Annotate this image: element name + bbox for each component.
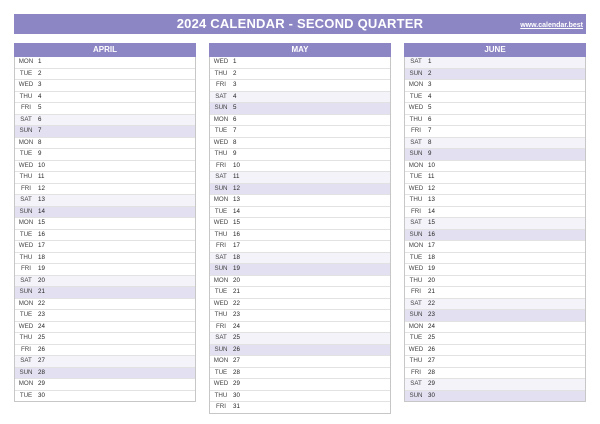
day-row [210, 356, 390, 368]
day-number: 12 [233, 184, 240, 192]
day-row [210, 299, 390, 311]
day-of-week: SAT [410, 219, 422, 226]
day-of-week: MON [213, 276, 229, 284]
day-number: 10 [38, 161, 45, 169]
day-number: 5 [233, 104, 237, 111]
day-row [210, 287, 390, 299]
day-row [405, 57, 585, 69]
day-number: 16 [38, 230, 45, 238]
day-row [15, 80, 195, 92]
day-of-week: WED [408, 265, 424, 272]
day-number: 3 [428, 81, 432, 88]
day-number: 11 [38, 173, 45, 180]
day-of-week: WED [408, 104, 424, 111]
day-number: 31 [233, 403, 240, 410]
day-row [405, 379, 585, 391]
day-row [405, 161, 585, 173]
day-number: 18 [38, 253, 45, 261]
day-number: 28 [233, 368, 240, 376]
day-number: 27 [233, 357, 240, 364]
day-of-week: MON [408, 161, 424, 169]
day-list [404, 57, 586, 402]
day-row [15, 195, 195, 207]
day-row [405, 322, 585, 334]
day-number: 20 [38, 276, 45, 284]
month-header: APRIL [14, 43, 196, 57]
day-number: 21 [233, 288, 240, 295]
day-number: 5 [38, 104, 42, 111]
day-of-week: MON [408, 81, 424, 88]
day-number: 4 [233, 92, 237, 100]
day-number: 15 [428, 219, 435, 226]
day-of-week: SAT [410, 138, 422, 146]
day-of-week: WED [408, 345, 424, 353]
day-list [209, 57, 391, 414]
day-of-week: FRI [411, 288, 421, 295]
day-row [210, 69, 390, 81]
day-row [210, 322, 390, 334]
day-number: 1 [233, 58, 237, 65]
day-number: 16 [428, 230, 435, 238]
day-row [210, 115, 390, 127]
day-number: 24 [38, 322, 45, 330]
day-of-week: THU [214, 69, 228, 77]
day-of-week: SAT [20, 357, 32, 364]
day-number: 26 [38, 345, 45, 353]
day-of-week: THU [409, 196, 423, 203]
day-of-week: FRI [216, 161, 226, 169]
day-row [15, 126, 195, 138]
day-of-week: MON [213, 357, 229, 364]
day-row [210, 207, 390, 219]
day-row [405, 172, 585, 184]
day-number: 26 [233, 345, 240, 353]
day-of-week: THU [409, 276, 423, 284]
day-of-week: SAT [410, 299, 422, 307]
day-of-week: FRI [216, 403, 226, 410]
day-row [405, 126, 585, 138]
day-of-week: SAT [20, 276, 32, 284]
day-row [210, 57, 390, 69]
day-row [405, 333, 585, 345]
day-of-week: MON [408, 242, 424, 249]
day-row [15, 57, 195, 69]
day-row [405, 115, 585, 127]
day-of-week: MON [213, 115, 229, 123]
day-number: 17 [428, 242, 435, 249]
day-number: 14 [38, 207, 45, 215]
site-link[interactable]: www.calendar.best [520, 22, 583, 29]
day-number: 17 [233, 242, 240, 249]
day-row [405, 230, 585, 242]
day-of-week: WED [408, 184, 424, 192]
day-of-week: MON [18, 299, 34, 307]
day-of-week: THU [214, 230, 228, 238]
day-of-week: SUN [409, 311, 423, 318]
day-of-week: SUN [214, 345, 228, 353]
day-of-week: WED [213, 299, 229, 307]
day-number: 21 [38, 288, 45, 295]
day-row [15, 391, 195, 402]
day-number: 22 [38, 299, 45, 307]
day-number: 15 [233, 219, 240, 226]
day-row [405, 287, 585, 299]
day-row [405, 310, 585, 322]
day-row [15, 322, 195, 334]
day-of-week: THU [19, 334, 33, 341]
day-of-week: WED [18, 322, 34, 330]
day-row [405, 138, 585, 150]
day-of-week: TUE [409, 253, 423, 261]
day-row [210, 230, 390, 242]
day-row [210, 345, 390, 357]
day-number: 3 [38, 81, 42, 88]
day-row [210, 103, 390, 115]
day-of-week: SAT [215, 253, 227, 261]
day-number: 1 [428, 58, 432, 65]
day-row [210, 310, 390, 322]
day-row [210, 218, 390, 230]
day-of-week: SUN [214, 184, 228, 192]
day-row [210, 402, 390, 413]
day-number: 18 [428, 253, 435, 261]
day-of-week: SUN [214, 265, 228, 272]
day-row [405, 195, 585, 207]
day-row [15, 368, 195, 380]
day-row [210, 264, 390, 276]
day-row [405, 80, 585, 92]
day-row [15, 161, 195, 173]
day-number: 13 [428, 196, 435, 203]
day-of-week: MON [213, 196, 229, 203]
day-number: 28 [428, 368, 435, 376]
day-number: 24 [233, 322, 240, 330]
day-number: 24 [428, 322, 435, 330]
day-number: 4 [38, 92, 42, 100]
day-row [405, 241, 585, 253]
day-row [405, 368, 585, 380]
day-of-week: TUE [19, 69, 33, 77]
day-row [210, 195, 390, 207]
day-number: 28 [38, 368, 45, 376]
day-of-week: FRI [21, 345, 31, 353]
day-number: 19 [428, 265, 435, 272]
day-number: 19 [38, 265, 45, 272]
day-row [405, 299, 585, 311]
day-of-week: FRI [216, 81, 226, 88]
day-of-week: FRI [21, 184, 31, 192]
day-row [210, 161, 390, 173]
day-row [405, 207, 585, 219]
day-row [210, 172, 390, 184]
month-header: MAY [209, 43, 391, 57]
day-number: 21 [428, 288, 435, 295]
day-of-week: MON [408, 322, 424, 330]
day-number: 22 [233, 299, 240, 307]
day-of-week: SUN [19, 127, 33, 134]
month-april [14, 43, 196, 402]
day-of-week: WED [213, 138, 229, 146]
day-number: 6 [38, 115, 42, 123]
day-row [405, 356, 585, 368]
day-number: 9 [38, 150, 42, 157]
day-of-week: TUE [409, 334, 423, 341]
day-row [210, 92, 390, 104]
day-row [405, 218, 585, 230]
day-number: 16 [233, 230, 240, 238]
day-of-week: FRI [411, 207, 421, 215]
day-row [210, 333, 390, 345]
day-number: 13 [38, 196, 45, 203]
day-number: 10 [428, 161, 435, 169]
day-of-week: WED [213, 58, 229, 65]
day-row [15, 276, 195, 288]
day-of-week: SAT [20, 196, 32, 203]
day-row [405, 276, 585, 288]
day-of-week: WED [213, 219, 229, 226]
day-number: 12 [428, 184, 435, 192]
day-number: 9 [428, 150, 432, 157]
day-of-week: WED [213, 380, 229, 387]
day-row [405, 391, 585, 402]
day-of-week: SAT [410, 380, 422, 387]
day-of-week: SAT [215, 92, 227, 100]
day-number: 5 [428, 104, 432, 111]
day-row [210, 276, 390, 288]
day-of-week: MON [18, 138, 34, 146]
day-number: 30 [233, 391, 240, 399]
day-number: 23 [38, 311, 45, 318]
day-row [15, 264, 195, 276]
day-number: 10 [233, 161, 240, 169]
day-number: 2 [233, 69, 237, 77]
day-of-week: FRI [21, 104, 31, 111]
day-of-week: THU [19, 92, 33, 100]
day-row [210, 149, 390, 161]
day-row [15, 356, 195, 368]
day-row [15, 92, 195, 104]
day-row [210, 184, 390, 196]
day-of-week: SUN [214, 104, 228, 111]
day-number: 29 [38, 380, 45, 387]
day-row [405, 69, 585, 81]
day-row [210, 391, 390, 403]
day-row [405, 264, 585, 276]
day-number: 7 [38, 127, 42, 134]
day-row [405, 253, 585, 265]
day-of-week: SUN [409, 230, 423, 238]
day-number: 8 [38, 138, 42, 146]
day-row [405, 345, 585, 357]
day-row [15, 345, 195, 357]
day-of-week: WED [18, 161, 34, 169]
day-number: 7 [233, 127, 237, 134]
day-row [15, 69, 195, 81]
day-number: 9 [233, 150, 237, 157]
day-of-week: TUE [19, 150, 33, 157]
day-of-week: SUN [409, 69, 423, 77]
day-of-week: FRI [411, 127, 421, 134]
day-number: 30 [38, 391, 45, 399]
day-number: 23 [233, 311, 240, 318]
day-row [405, 184, 585, 196]
day-number: 30 [428, 391, 435, 399]
day-of-week: FRI [21, 265, 31, 272]
day-row [15, 172, 195, 184]
day-number: 20 [233, 276, 240, 284]
day-of-week: SAT [215, 173, 227, 180]
day-of-week: SUN [19, 207, 33, 215]
day-of-week: THU [409, 115, 423, 123]
day-row [405, 92, 585, 104]
day-number: 27 [38, 357, 45, 364]
day-row [15, 287, 195, 299]
title-bar [14, 14, 586, 34]
day-row [15, 103, 195, 115]
day-number: 25 [38, 334, 45, 341]
day-of-week: MON [18, 380, 34, 387]
day-number: 11 [233, 173, 240, 180]
day-of-week: THU [409, 357, 423, 364]
day-of-week: THU [19, 173, 33, 180]
day-row [405, 149, 585, 161]
day-number: 8 [233, 138, 237, 146]
day-row [210, 241, 390, 253]
day-number: 25 [428, 334, 435, 341]
day-number: 3 [233, 81, 237, 88]
day-number: 14 [233, 207, 240, 215]
day-of-week: SUN [409, 391, 423, 399]
day-of-week: THU [19, 253, 33, 261]
day-of-week: SAT [410, 58, 422, 65]
day-row [15, 241, 195, 253]
day-of-week: TUE [19, 391, 33, 399]
day-number: 23 [428, 311, 435, 318]
day-of-week: TUE [214, 288, 228, 295]
day-list [14, 57, 196, 402]
day-row [210, 368, 390, 380]
day-row [15, 253, 195, 265]
day-of-week: SUN [19, 288, 33, 295]
day-row [15, 115, 195, 127]
day-number: 14 [428, 207, 435, 215]
day-number: 15 [38, 219, 45, 226]
day-number: 22 [428, 299, 435, 307]
day-row [15, 138, 195, 150]
day-number: 18 [233, 253, 240, 261]
day-row [15, 230, 195, 242]
day-row [15, 299, 195, 311]
day-number: 6 [233, 115, 237, 123]
day-of-week: WED [18, 242, 34, 249]
day-of-week: THU [214, 150, 228, 157]
day-row [210, 80, 390, 92]
day-of-week: SAT [215, 334, 227, 341]
day-of-week: FRI [216, 242, 226, 249]
day-row [405, 103, 585, 115]
day-of-week: TUE [19, 230, 33, 238]
day-row [15, 310, 195, 322]
day-row [210, 379, 390, 391]
day-row [15, 379, 195, 391]
day-number: 26 [428, 345, 435, 353]
day-number: 7 [428, 127, 432, 134]
day-number: 1 [38, 58, 42, 65]
day-row [15, 149, 195, 161]
day-row [15, 184, 195, 196]
day-number: 6 [428, 115, 432, 123]
day-row [15, 333, 195, 345]
day-row [210, 253, 390, 265]
day-of-week: TUE [409, 173, 423, 180]
page-title: 2024 CALENDAR - SECOND QUARTER [176, 16, 424, 31]
day-number: 25 [233, 334, 240, 341]
day-of-week: MON [18, 58, 34, 65]
month-header: JUNE [404, 43, 586, 57]
day-of-week: FRI [411, 368, 421, 376]
day-number: 12 [38, 184, 45, 192]
day-of-week: SUN [19, 368, 33, 376]
day-of-week: TUE [214, 207, 228, 215]
day-of-week: THU [214, 391, 228, 399]
day-number: 19 [233, 265, 240, 272]
month-june [404, 43, 586, 402]
day-of-week: TUE [214, 368, 228, 376]
day-of-week: TUE [409, 92, 423, 100]
day-of-week: SUN [409, 150, 423, 157]
day-of-week: MON [18, 219, 34, 226]
day-number: 11 [428, 173, 435, 180]
day-of-week: FRI [216, 322, 226, 330]
day-of-week: THU [214, 311, 228, 318]
day-number: 2 [38, 69, 42, 77]
day-number: 13 [233, 196, 240, 203]
day-number: 29 [233, 380, 240, 387]
day-of-week: TUE [214, 127, 228, 134]
day-row [210, 126, 390, 138]
day-of-week: WED [18, 81, 34, 88]
month-may [209, 43, 391, 414]
day-row [15, 207, 195, 219]
day-number: 17 [38, 242, 45, 249]
day-number: 27 [428, 357, 435, 364]
day-number: 4 [428, 92, 432, 100]
day-number: 8 [428, 138, 432, 146]
day-number: 20 [428, 276, 435, 284]
day-of-week: SAT [20, 115, 32, 123]
day-number: 29 [428, 380, 435, 387]
day-row [210, 138, 390, 150]
day-row [15, 218, 195, 230]
day-number: 2 [428, 69, 432, 77]
day-of-week: TUE [19, 311, 33, 318]
